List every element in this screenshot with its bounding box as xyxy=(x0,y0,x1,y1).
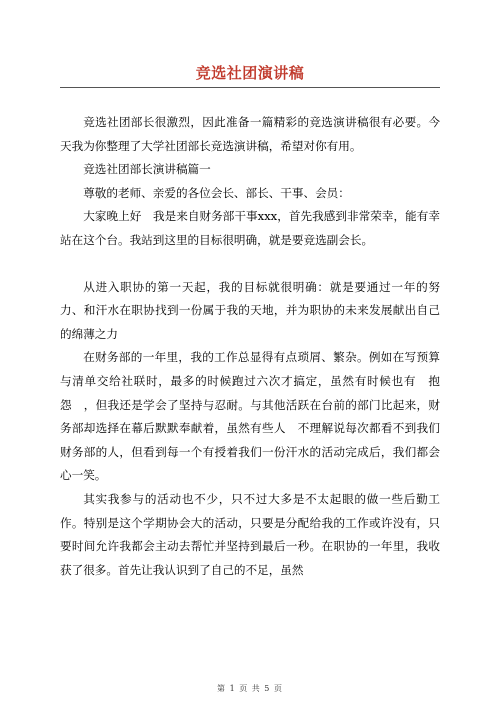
goal-paragraph: 从进入职协的第一天起，我的目标就很明确：就是要通过一年的努力、和汗水在职协找到一份属于我的天地，并为职协的未来发展献出自己的绵薄之力 xyxy=(60,279,440,341)
salutation: 尊敬的老师、亲爱的各位会长、部长、干事、会员： xyxy=(83,185,350,200)
document-title: 竞选社团演讲稿 xyxy=(195,64,305,82)
opening-paragraph: 大家晚上好 我是来自财务部干事xxx，首先我感到非常荣幸，能有幸站在这个台。我站到这里的目标很明确，就是要竞选副会长。 xyxy=(60,209,440,247)
finance-paragraph: 在财务部的一年里，我的工作总显得有点琐屑、繁杂。例如在写预算与清单交给社联时，最多的时候跑过六次才搞定，虽然有时候也有 抱怨 ，但我还是学会了坚持与忍耐。与其他活跃在台前的部门比起来，财务部却选择在幕后默默奉献着，虽然有些人 不理解说每次都看不到我们财务部的人，但看到每一个有授着我们一份汗水的活动完成后，我们都会心一笑。 xyxy=(60,350,440,483)
intro-paragraph: 竞选社团部长很激烈，因此准备一篇精彩的竞选演讲稿很有必要。今天我为你整理了大学社团部长竞选演讲稿，希望对你有用。 xyxy=(60,115,440,153)
document-body xyxy=(60,111,440,582)
title-divider xyxy=(60,87,440,88)
section-heading: 竞选社团部长演讲稿篇一 xyxy=(83,162,211,177)
activities-paragraph: 其实我参与的活动也不少，只不过大多是不太起眼的做一些后勤工作。特别是这个学期协会大的活动，只要是分配给我的工作或许没有，只要时间允许我都会主动去帮忙并坚持到最后一秒。在职协的一年里，我收获了很多。首先让我认识到了自己的不足，虽然 xyxy=(60,491,440,577)
page-number-footer: 第 1 页 共 5 页 xyxy=(217,684,283,693)
